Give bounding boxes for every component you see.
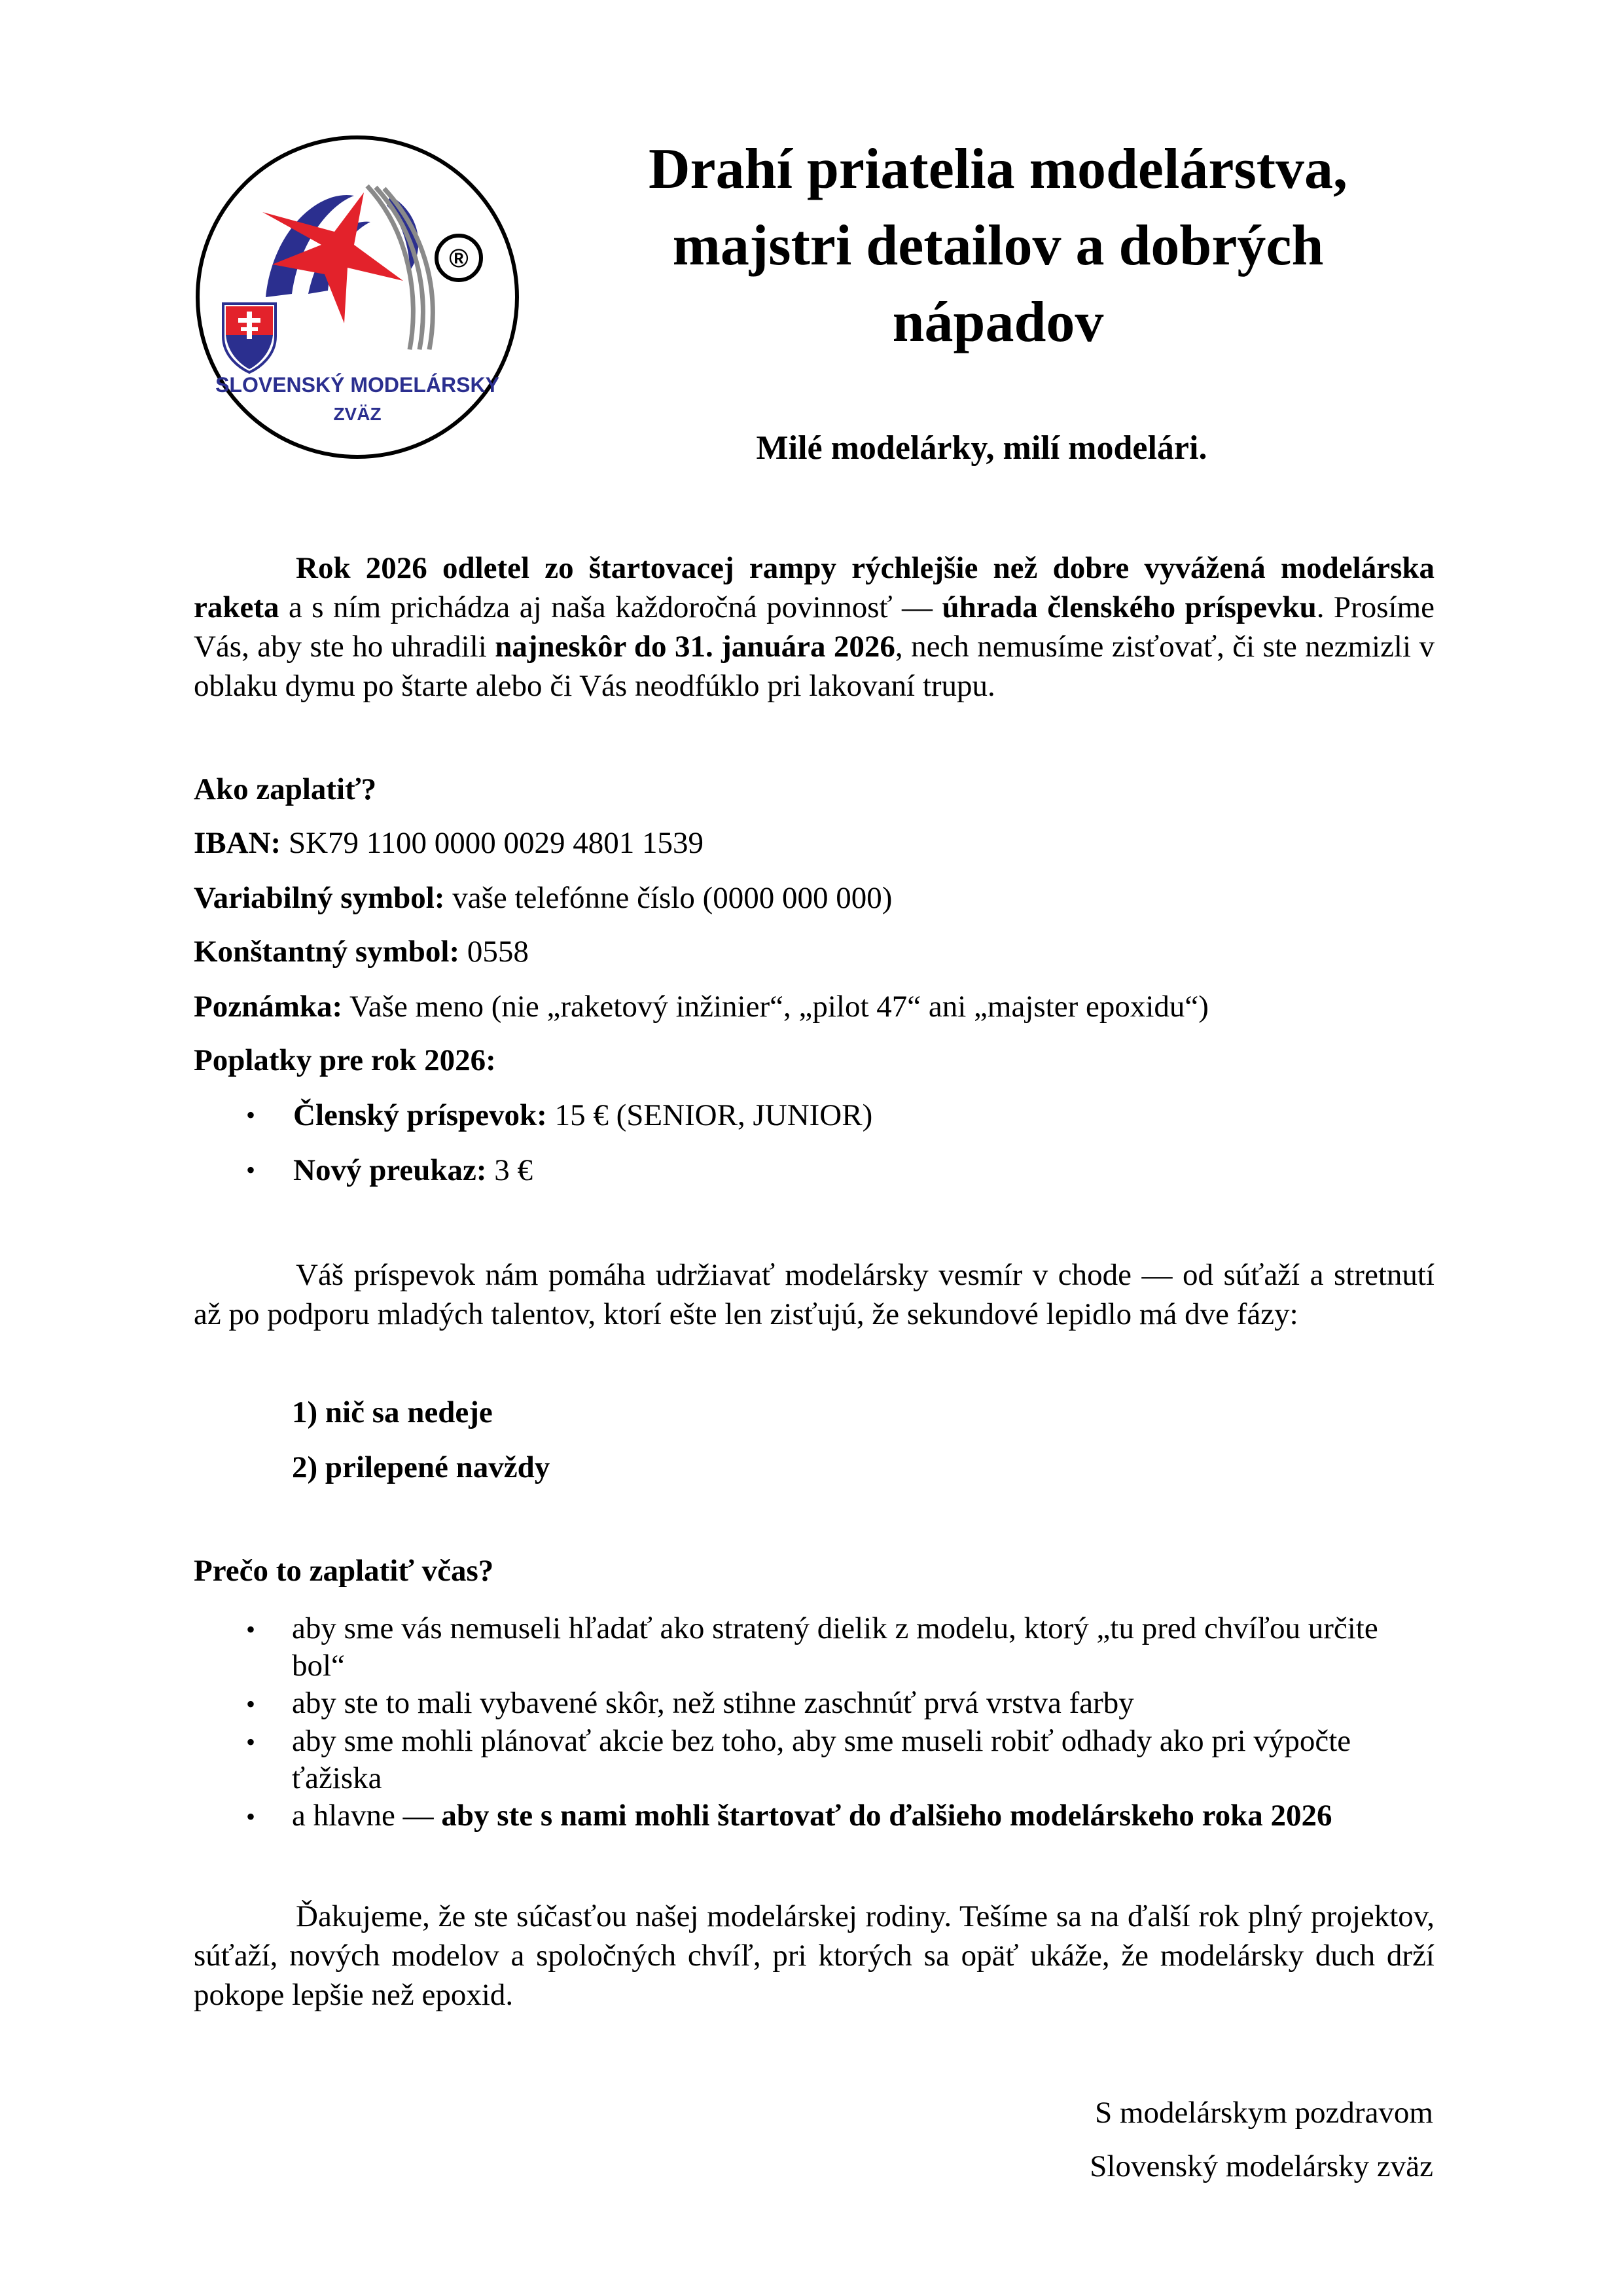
fee-label: Členský príspevok: — [293, 1098, 547, 1132]
fees-title — [194, 1041, 496, 1080]
intro-text-2: . Prosíme Vás, aby ste ho uhradili — [194, 590, 1435, 664]
why-item-4-prefix: a hlavne — — [292, 1799, 442, 1833]
closing-greeting: S modelárskym pozdravom — [1095, 2096, 1433, 2130]
why-title: Prečo to zaplatiť včas? — [194, 1554, 494, 1588]
bullet-icon: • — [246, 1689, 256, 1719]
variable-symbol-label: Variabilný symbol: — [194, 881, 445, 915]
intro-bold-2: úhrada členského príspevku — [942, 590, 1317, 624]
intro-paragraph — [194, 548, 1435, 706]
note-line — [194, 987, 1209, 1026]
why-item-4 — [292, 1797, 1436, 1835]
constant-symbol-value: 0558 — [459, 935, 529, 969]
constant-symbol-line — [194, 932, 529, 971]
association-logo — [194, 134, 521, 461]
bullet-icon: • — [246, 1727, 256, 1757]
registered-mark: ® — [449, 244, 469, 273]
glue-phase-1: 1) nič sa nedeje — [292, 1395, 493, 1429]
payment-title: Ako zaplatiť? — [194, 772, 377, 806]
constant-symbol-label: Konštantný symbol: — [194, 935, 460, 969]
fees-title-text: Poplatky pre rok 2026: — [194, 1043, 496, 1077]
glue-phase-2: 2) prilepené navždy — [292, 1450, 550, 1484]
intro-bold-1: Rok 2026 odletel zo štartovacej rampy rýchlejšie než dobre vyvážená modelárska raketa — [194, 551, 1435, 624]
intro-text-1: a s ním prichádza aj naša každoročná povinnosť — — [279, 590, 942, 624]
bullet-icon: • — [246, 1100, 256, 1130]
heading-line-1: Drahí priatelia modelárstva, — [648, 137, 1348, 201]
thanks-paragraph: Ďakujeme, že ste súčasťou našej modelárskej rodiny. Tešíme sa na ďalší rok plný projektov, súťaží, nových modelov a spoločných chvíľ, pri ktorých sa opäť ukáže, že modelársky duch drží pokope lepšie než epoxid. — [194, 1899, 1435, 2012]
fee-value: 3 € — [486, 1153, 533, 1187]
why-item-4-bold: aby ste s nami mohli štartovať do ďalšieho modelárskeho roka 2026 — [441, 1799, 1332, 1833]
closing-signature: Slovenský modelársky zväz — [1090, 2149, 1433, 2183]
iban-label: IBAN: — [194, 826, 281, 860]
note-label: Poznámka: — [194, 990, 343, 1024]
fee-item-membership — [293, 1096, 872, 1135]
logo-text-line2: ZVÄZ — [333, 404, 382, 424]
support-paragraph: Váš príspevok nám pomáha udržiavať modelársky vesmír v chode — od súťaží a stretnutí až po podporu mladých talentov, ktorí ešte len zisťujú, že sekundové lepidlo má dve fázy: — [194, 1258, 1435, 1331]
iban-line — [194, 823, 704, 863]
variable-symbol-value: vaše telefónne číslo (0000 000 000) — [444, 881, 893, 915]
letter-heading — [563, 131, 1433, 361]
bullet-icon: • — [246, 1802, 256, 1831]
greeting: Milé modelárky, milí modelári. — [756, 429, 1207, 467]
bullet-icon: • — [246, 1615, 256, 1644]
variable-symbol-line — [194, 878, 892, 918]
logo-text-line1: SLOVENSKÝ MODELÁRSKY — [215, 373, 499, 397]
intro-deadline: najneskôr do 31. januára 2026 — [495, 630, 895, 664]
fee-label: Nový preukaz: — [293, 1153, 487, 1187]
fee-value: 15 € (SENIOR, JUNIOR) — [546, 1098, 873, 1132]
heading-line-3: nápadov — [892, 291, 1104, 354]
heading-line-2: majstri detailov a dobrých — [672, 214, 1324, 278]
intro-text-3: , nech nemusíme zisťovať, či ste nezmizli v oblaku dymu po štarte alebo či Vás neodfúklo pri lakovaní trupu. — [194, 630, 1435, 703]
why-item-3: aby sme mohli plánovať akcie bez toho, aby sme museli robiť odhady ako pri výpočte ťažiska — [292, 1724, 1351, 1795]
iban-value: SK79 1100 0000 0029 4801 1539 — [281, 826, 704, 860]
bullet-icon: • — [246, 1155, 256, 1185]
why-item-1: aby sme vás nemuseli hľadať ako stratený dielik z modelu, ktorý „tu pred chvíľou určite bol“ — [292, 1611, 1378, 1683]
why-item-2: aby ste to mali vybavené skôr, než stihne zaschnúť prvá vrstva farby — [292, 1686, 1134, 1720]
fee-item-new-card — [293, 1151, 533, 1190]
note-value: Vaše meno (nie „raketový inžinier“, „pilot 47“ ani „majster epoxidu“) — [342, 990, 1209, 1024]
